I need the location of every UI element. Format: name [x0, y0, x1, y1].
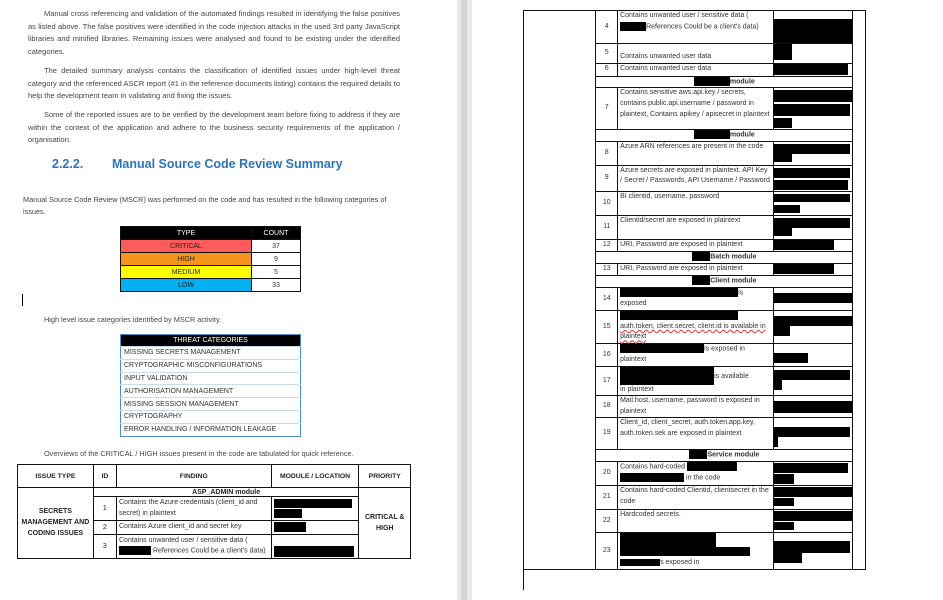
- table-row: [121, 372, 301, 385]
- issue-finding: [618, 461, 774, 485]
- redaction: [687, 462, 737, 471]
- issue-finding: Client_id, client_secret, auth.token.app.key, auth.token.sek are exposed in plaintext: [618, 418, 774, 449]
- redaction: [692, 276, 710, 285]
- redaction: [620, 547, 750, 556]
- threat-header: THREAT CATEGORIES: [121, 335, 301, 347]
- redacted-location: [774, 191, 853, 215]
- issue-finding: Contains the Azure credentials (client_id and secret) in plaintext: [117, 497, 272, 521]
- redaction: [774, 553, 802, 563]
- redaction: [774, 316, 852, 326]
- module-row: [596, 449, 853, 461]
- redacted-location: [271, 497, 359, 521]
- redaction: [689, 450, 707, 459]
- threat-item: MISSING SESSION MANAGEMENT: [121, 398, 301, 411]
- page-divider: [461, 0, 467, 600]
- module-label: Batch module: [710, 253, 757, 261]
- issue-finding: [618, 288, 774, 311]
- finding-text: in the code: [686, 474, 721, 482]
- redaction: [774, 154, 792, 162]
- finding-text: in plaintext: [620, 385, 654, 393]
- issue-finding: Contains hard-coded Clientid, clientsecret in the code: [618, 486, 774, 510]
- threat-categories-table: [120, 334, 301, 437]
- issue-finding: Mail.host, username, password is exposed in plaintext: [618, 396, 774, 418]
- issue-count-table: [120, 226, 301, 292]
- critical-issues-table: [17, 464, 411, 559]
- module-row: [596, 76, 853, 88]
- issue-finding: [618, 533, 774, 570]
- redaction: [774, 44, 792, 60]
- document-page-left: [0, 0, 457, 600]
- table-row: [121, 385, 301, 398]
- issue-finding: [618, 310, 774, 343]
- redaction: [774, 19, 852, 43]
- heading-number: 2.2.2.: [52, 157, 84, 171]
- table-row: [121, 279, 301, 292]
- module-label: module: [729, 131, 755, 139]
- issue-finding: [117, 534, 272, 558]
- issue-id: 21: [596, 486, 618, 510]
- table-row: [121, 410, 301, 423]
- redacted-location: [774, 288, 853, 311]
- issue-id: 4: [596, 11, 618, 44]
- col-finding: FINDING: [117, 465, 272, 488]
- redaction: [774, 104, 850, 116]
- paragraph-text: The detailed summary analysis contains the classification of identified issues under high-level threat category and the referenced ASCR report (#1 in the reference documents listing) contains the required details to help the development team in validating and fixing the issues.: [28, 66, 400, 100]
- redaction: [774, 180, 848, 190]
- paragraph-false-positives: [28, 8, 400, 58]
- issue-id: 2: [93, 521, 116, 535]
- redaction: [620, 559, 660, 566]
- threat-item: CRYPTOGRAPHY: [121, 410, 301, 423]
- count-medium: 5: [252, 266, 301, 279]
- threat-item: INPUT VALIDATION: [121, 372, 301, 385]
- paragraph-verification: [28, 109, 400, 147]
- issue-finding: Contains Azure client_id and secret key: [117, 521, 272, 535]
- finding-text: plaintext: [620, 356, 647, 363]
- redacted-location: [774, 239, 853, 251]
- redacted-location: [774, 264, 853, 276]
- redaction: [774, 144, 850, 154]
- type-medium: MEDIUM: [121, 266, 252, 279]
- issue-finding: Contains sensitive aws.api.key / secrets, contains public.api.username / password in plaintext, Contains apikey / apisecret in plaintext: [618, 88, 774, 129]
- redaction: [692, 252, 710, 261]
- issue-id: 22: [596, 509, 618, 533]
- table-row: [121, 398, 301, 411]
- type-low: LOW: [121, 279, 252, 292]
- redacted-location: [774, 88, 853, 129]
- redacted-location: [774, 486, 853, 510]
- redaction: [119, 546, 151, 555]
- threat-item: AUTHORISATION MANAGEMENT: [121, 385, 301, 398]
- mscr-intro: Manual Source Code Review (MSCR) was performed on the code and has resulted in the following categories of issues.: [23, 195, 387, 216]
- redaction: [774, 90, 852, 102]
- finding-text: is: [738, 289, 744, 297]
- col-issue-type: ISSUE TYPE: [18, 465, 94, 488]
- table-row: [18, 488, 411, 497]
- type-critical: CRITICAL: [121, 240, 252, 253]
- redaction: [620, 288, 738, 297]
- redaction: [774, 522, 794, 530]
- redacted-location: [774, 44, 853, 64]
- redaction: [774, 353, 808, 363]
- threat-item: ERROR HANDLING / INFORMATION LEAKAGE: [121, 423, 301, 436]
- finding-text: References Could be a client's data): [152, 547, 266, 555]
- module-row: [596, 276, 853, 288]
- table-row: [121, 253, 301, 266]
- finding-text: References Could be a client's data): [646, 22, 759, 30]
- col-id: ID: [93, 465, 116, 488]
- overview-intro: Overviews of the CRITICAL / HIGH issues present in the code are tabulated for quick reference.: [44, 449, 354, 458]
- count-low: 33: [252, 279, 301, 292]
- redaction: [620, 367, 714, 385]
- redaction: [694, 77, 730, 86]
- redaction: [774, 370, 850, 380]
- redaction: [774, 487, 852, 497]
- issue-id: 15: [596, 310, 618, 343]
- priority-cell: CRITICAL & HIGH: [359, 488, 411, 559]
- redaction: [620, 22, 646, 31]
- count-high: 9: [252, 253, 301, 266]
- redaction: [774, 118, 792, 128]
- issue-finding: [618, 366, 774, 396]
- issue-finding: [618, 11, 774, 44]
- issue-id: 5: [596, 44, 618, 64]
- issue-id: 13: [596, 264, 618, 276]
- redaction: [774, 541, 850, 553]
- issue-id: 7: [596, 88, 618, 129]
- col-module: MODULE / LOCATION: [271, 465, 359, 488]
- issue-id: 19: [596, 418, 618, 449]
- redaction: [274, 546, 354, 557]
- col-priority: PRIORITY: [359, 465, 411, 488]
- issues-table-continued: [523, 10, 866, 570]
- redaction: [774, 264, 834, 274]
- redaction: [274, 509, 302, 518]
- issue-finding: Azure secrets are exposed in plaintext. API Key / Secret / Passwords, API Username / Password: [618, 165, 774, 191]
- module-label: module: [729, 77, 755, 85]
- redaction: [274, 522, 306, 532]
- issue-id: 14: [596, 288, 618, 311]
- count-critical: 37: [252, 240, 301, 253]
- issue-id: 23: [596, 533, 618, 570]
- table-row: [121, 359, 301, 372]
- redaction: [620, 344, 704, 353]
- redaction: [620, 533, 716, 547]
- issue-id: 18: [596, 396, 618, 418]
- redacted-location: [774, 165, 853, 191]
- module-label: Service module: [707, 451, 760, 459]
- redaction: [774, 474, 794, 484]
- type-high: HIGH: [121, 253, 252, 266]
- redaction: [774, 437, 778, 447]
- redaction: [774, 194, 850, 202]
- issue-type-cell-empty: [524, 11, 596, 570]
- redacted-location: [774, 141, 853, 165]
- issue-finding: Clientid/secret are exposed in plaintext: [618, 215, 774, 239]
- section-heading: [52, 157, 343, 171]
- redaction: [774, 511, 852, 521]
- issue-finding: Contains unwanted user data: [618, 44, 774, 64]
- redacted-location: [774, 310, 853, 343]
- module-row: [596, 129, 853, 141]
- redaction: [694, 130, 730, 139]
- redaction: [774, 205, 800, 213]
- redaction: [774, 380, 782, 390]
- issue-id: 10: [596, 191, 618, 215]
- issue-finding: Hardcoded secrets.: [618, 509, 774, 533]
- redacted-location: [774, 344, 853, 367]
- redacted-location: [774, 11, 853, 44]
- issue-type-cell: SECRETS MANAGEMENT AND CODING ISSUES: [18, 488, 94, 559]
- redaction: [774, 240, 834, 250]
- issue-finding: BI clientid, username, password: [618, 191, 774, 215]
- heading-text: Manual Source Code Review Summary: [112, 157, 343, 171]
- threat-item: MISSING SECRETS MANAGEMENT: [121, 347, 301, 360]
- redacted-location: [774, 366, 853, 396]
- module-row: ASP_ADMIN module: [93, 488, 359, 497]
- col-type-header: TYPE: [121, 227, 252, 240]
- redacted-location: [774, 396, 853, 418]
- module-label: Client module: [710, 277, 757, 285]
- table-row: [524, 11, 866, 44]
- paragraph-summary-analysis: [28, 65, 400, 103]
- redacted-location: [774, 215, 853, 239]
- issue-id: 3: [93, 534, 116, 558]
- finding-text: Contains hard-coded: [620, 463, 686, 471]
- redaction: [774, 64, 848, 75]
- redaction: [620, 311, 738, 320]
- redacted-location: [774, 461, 853, 485]
- issue-id: 11: [596, 215, 618, 239]
- redacted-location: [271, 521, 359, 535]
- redaction: [774, 401, 852, 413]
- redaction: [774, 228, 792, 236]
- redacted-location: [774, 418, 853, 449]
- issue-id: 12: [596, 239, 618, 251]
- redaction: [274, 499, 352, 508]
- issue-finding: Azure ARN references are present in the code: [618, 141, 774, 165]
- redacted-location: [774, 509, 853, 533]
- redaction: [774, 218, 850, 228]
- text-cursor: [22, 294, 23, 306]
- redaction: [774, 293, 852, 303]
- issue-finding: URI, Password are exposed in plaintext: [618, 239, 774, 251]
- finding-text: is available: [714, 372, 749, 380]
- issue-id: 6: [596, 63, 618, 76]
- module-row: [596, 252, 853, 264]
- issue-finding: URI, Password are exposed in plaintext: [618, 264, 774, 276]
- paragraph-text: Manual cross referencing and validation of the automated findings resulted in identifying the false positives as listed above. The false positives were identified in the code injection attacks in the used 3rd party JavaScript libraries and minified libraries. Remaining issues were analysed and found to be existing under the identified categories.: [28, 9, 400, 56]
- finding-text: Contains unwanted user / sensitive data (: [620, 12, 749, 19]
- finding-text: exposed: [620, 300, 647, 308]
- redaction: [774, 326, 790, 336]
- paragraph-text: Some of the reported issues are to be verified by the development team before fixing to address if they are within the context of the application and adhere to the business security requirements of the application / organisation.: [28, 110, 400, 144]
- issue-finding: [618, 344, 774, 367]
- redaction: [774, 427, 850, 437]
- redacted-location: [774, 63, 853, 76]
- finding-text: s exposed in: [660, 559, 700, 567]
- issue-id: 1: [93, 497, 116, 521]
- redacted-location: [774, 533, 853, 570]
- issue-id: 9: [596, 165, 618, 191]
- issue-id: 16: [596, 344, 618, 367]
- col-count-header: COUNT: [252, 227, 301, 240]
- redaction: [620, 473, 684, 482]
- issue-id: 20: [596, 461, 618, 485]
- table-row: [121, 347, 301, 360]
- issue-finding: Contains unwanted user data: [618, 63, 774, 76]
- priority-cell-empty: [853, 11, 866, 570]
- threat-item: CRYPTOGRAPHIC MISCONFIGURATIONS: [121, 359, 301, 372]
- table-row: [121, 266, 301, 279]
- redaction: [774, 463, 848, 473]
- finding-text: auth.token, client.secret, client.id is available in plaintext: [620, 322, 766, 341]
- finding-text: Contains unwanted user / sensitive data (: [119, 536, 248, 544]
- redaction: [774, 168, 850, 178]
- issue-id: 8: [596, 141, 618, 165]
- issue-id: 17: [596, 366, 618, 396]
- page-gap: [457, 0, 472, 600]
- redacted-location: [271, 534, 359, 558]
- finding-text: is exposed in: [704, 345, 745, 353]
- categories-intro: High level issue categories identified by MSCR activity.: [44, 315, 222, 324]
- redaction: [774, 498, 794, 506]
- table-row: [121, 240, 301, 253]
- table-row: [121, 423, 301, 436]
